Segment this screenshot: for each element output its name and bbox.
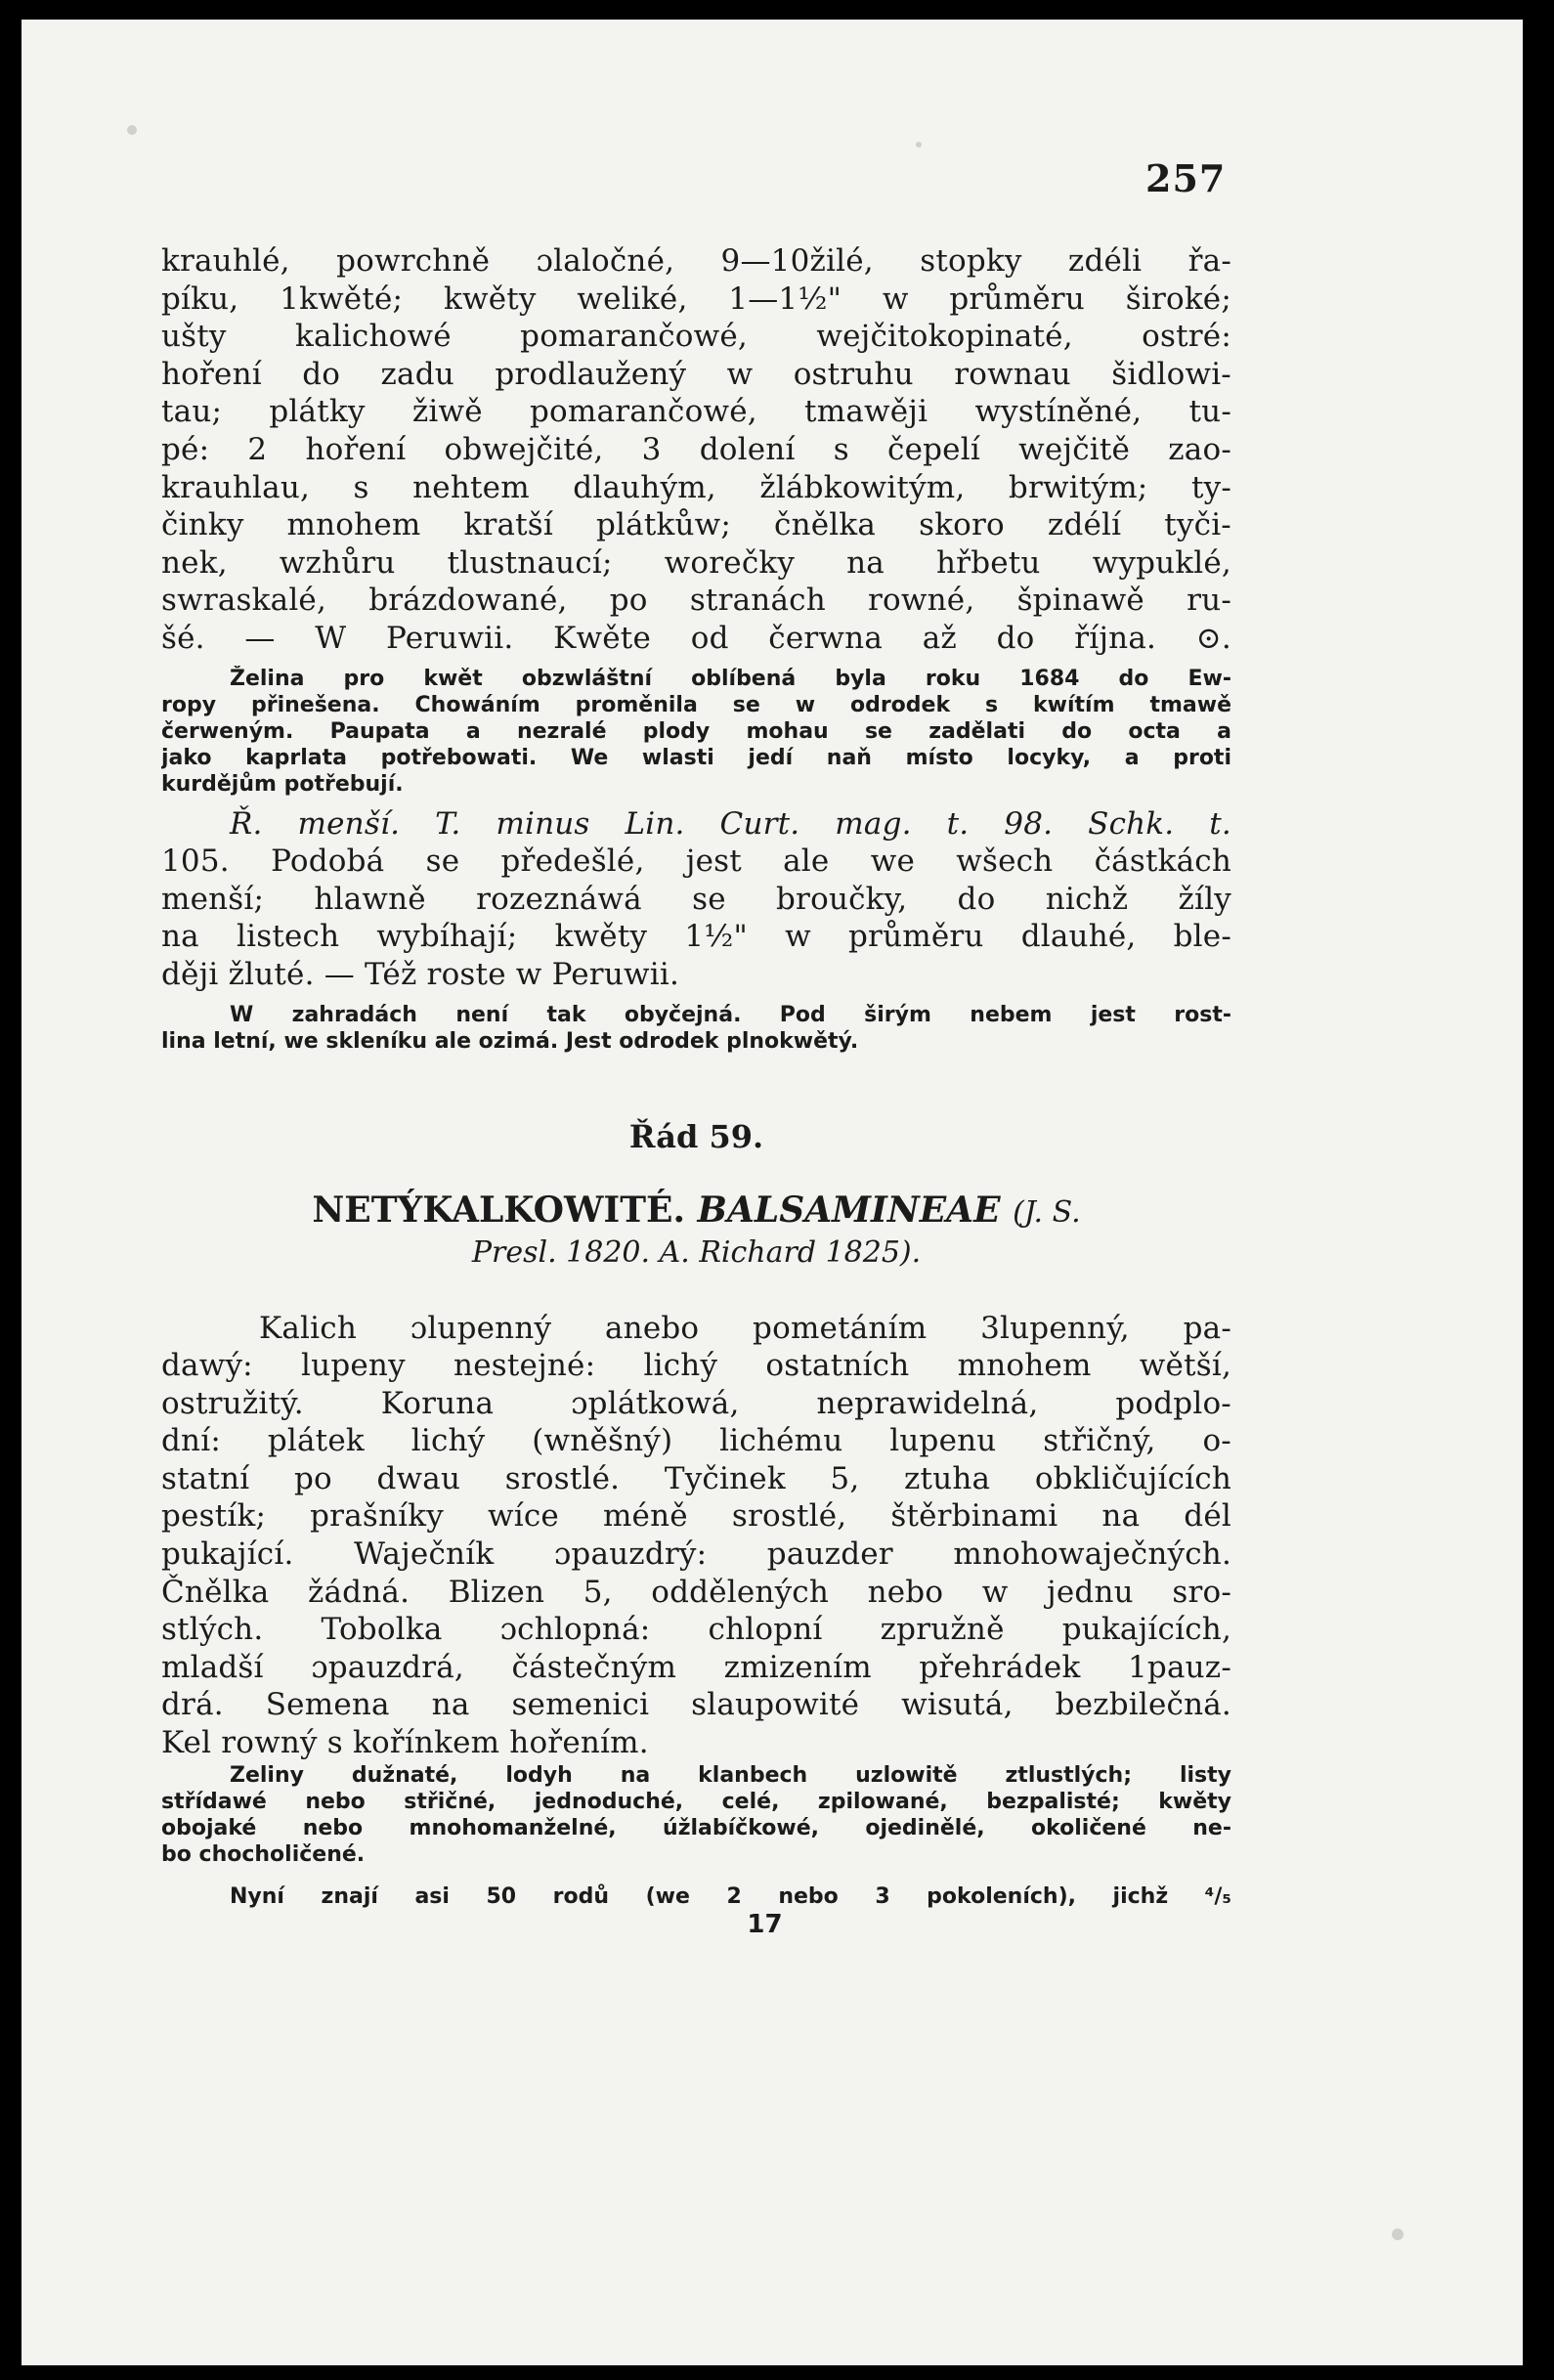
family-description-paragraph (161, 1310, 1231, 1762)
text-line: hoření do zadu prodlaužený w ostruhu rownau šidlowi- (161, 356, 1231, 392)
note-line: Zeliny dužnaté, lodyh na klanbech uzlowitě ztlustlých; listy (230, 1762, 1231, 1788)
text-line: píku, 1kwěté; kwěty weliké, 1—1½" w průměru široké; (161, 281, 1231, 317)
text-line: šé. — W Peruwii. Kwěte od čerwna až do října. ⊙. (161, 620, 1231, 656)
text-line: swraskalé, brázdowané, po stranách rowné, špinawě ru- (161, 583, 1231, 619)
text-line: ději žluté. — Též roste w Peruwii. (161, 956, 680, 992)
text-line: Kel rowný s kořínkem hořením. (161, 1725, 649, 1761)
text-line: Čnělka žádná. Blizen 5, oddělených nebo w jednu sro- (161, 1574, 1231, 1610)
note-line: Želina pro kwět obzwláštní oblíbená byla roku 1684 do Ew- (230, 666, 1231, 691)
text-line: Kalich ɔlupenný anebo pometáním 3lupenný, pa- (259, 1310, 1231, 1346)
text-line: krauhlé, powrchně ɔlaločné, 9—10žilé, stopky zdéli řa- (161, 243, 1231, 279)
note-line: bo chocholičené. (161, 1841, 366, 1867)
text-line: dawý: lupeny nestejné: lichý ostatních mnohem wětší, (161, 1348, 1231, 1384)
small-print-note (161, 1002, 1231, 1055)
family-name-czech: NETÝKALKOWITÉ. (312, 1189, 685, 1231)
text-line: pestík; prašníky wíce méně srostlé, štěrbinami na dél (161, 1498, 1231, 1535)
note-line: střídawé nebo střičné, jednoduché, celé, zpilowané, bezpalisté; kwěty (161, 1789, 1231, 1814)
note-line: obojaké nebo mnohomanželné, úžlabíčkowé, ojedinělé, okoličené ne- (161, 1815, 1231, 1840)
text-column (161, 242, 1231, 1939)
order-heading: Řád 59. (628, 1117, 764, 1155)
family-authority-continued (161, 1233, 1231, 1273)
small-print-note (161, 1762, 1231, 1868)
small-print-note (161, 666, 1231, 798)
text-line: činky mnohem kratší plátkůw; čnělka skoro zdélí tyči- (161, 507, 1231, 543)
small-print-note (161, 1883, 1231, 1910)
species-description-paragraph (161, 242, 1231, 658)
authority-citation: Presl. 1820. A. Richard 1825). (471, 1234, 922, 1270)
text-line: nek, wzhůru tlustnaucí; worečky na hřbetu wypuklé, (161, 544, 1231, 581)
text-line: menší; hlawně rozeznáwá se broučky, do nichž žíly (161, 881, 1231, 917)
note-line: W zahradách není tak obyčejná. Pod širým nebem jest rost- (230, 1002, 1231, 1027)
note-line: jako kaprlata potřebowati. We wlasti jedí naň místo locyky, a proti (161, 745, 1231, 770)
family-heading (161, 1190, 1231, 1233)
text-line: 105. Podobá se předešlé, jest ale we wšech částkách (161, 844, 1231, 880)
text-line: tau; plátky žiwě pomarančowé, tmawěji wystíněné, tu- (161, 394, 1231, 430)
text-line: stlých. Tobolka ɔchlopná: chlopní zpružně pukajících, (161, 1612, 1231, 1648)
text-line: ostružitý. Koruna ɔplátkowá, neprawidelná, podplo- (161, 1385, 1231, 1421)
text-line: na listech wybíhají; kwěty 1½" w průměru dlauhé, ble- (161, 919, 1231, 955)
text-line: ušty kalichowé pomarančowé, wejčitokopinaté, ostré: (161, 319, 1231, 355)
species-entry-paragraph (161, 805, 1231, 994)
book-page (22, 20, 1523, 2365)
paper-stain (916, 142, 922, 148)
page-number: 257 (1145, 156, 1227, 200)
paper-stain (127, 125, 137, 135)
text-line: drá. Semena na semenici slaupowité wisutá, bezbilečná. (161, 1687, 1231, 1723)
text-line: pukající. Waječník ɔpauzdrý: pauzder mnohowaječných. (161, 1536, 1231, 1573)
text-line: Ř. menší. T. minus Lin. Curt. mag. t. 98. Schk. t. (230, 805, 1231, 842)
note-line: čerweným. Paupata a nezralé plody mohau se zadělati do octa a (161, 718, 1231, 744)
family-authority: (J. S. (1013, 1194, 1081, 1230)
text-line: statní po dwau srostlé. Tyčinek 5, ztuha obkličujících (161, 1460, 1231, 1496)
signature-mark: 17 (747, 1909, 783, 1939)
text-line: pé: 2 hoření obwejčité, 3 dolení s čepelí wejčitě zao- (161, 431, 1231, 467)
paper-stain (1392, 2229, 1403, 2240)
text-line: krauhlau, s nehtem dlauhým, žlábkowitým, brwitým; ty- (161, 469, 1231, 505)
note-line: ropy přinešena. Chowáním proměnila se w odrodek s kwítím tmawě (161, 692, 1231, 717)
note-line: kurdějům potřebují. (161, 771, 404, 797)
note-line: Nyní znají asi 50 rodů (we 2 nebo 3 pokoleních), jichž ⁴/₅ (230, 1883, 1231, 1909)
family-name-latin: BALSAMINEAE (697, 1189, 1001, 1231)
text-line: mladší ɔpauzdrá, částečným zmizením přehrádek 1pauz- (161, 1649, 1231, 1685)
note-line: lina letní, we skleníku ale ozimá. Jest odrodek plnokwětý. (161, 1028, 859, 1054)
text-line: dní: plátek lichý (wněšný) lichému lupenu střičný, o- (161, 1423, 1231, 1459)
